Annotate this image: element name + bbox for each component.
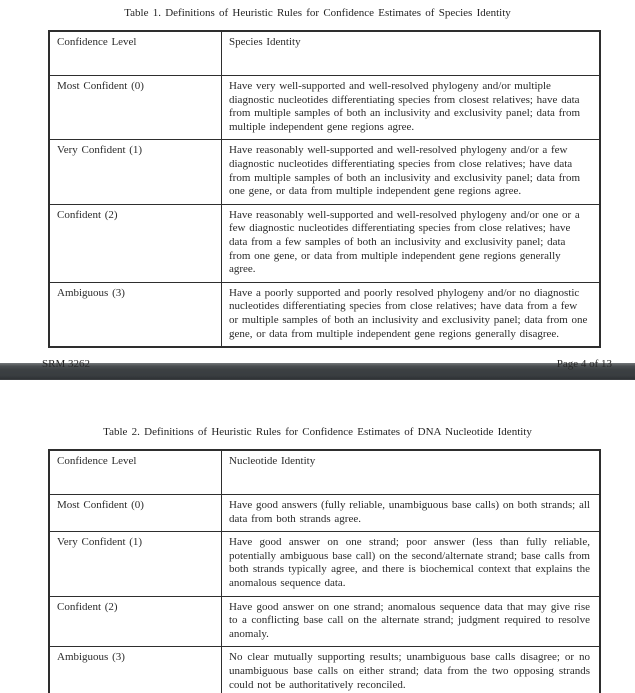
confidence-level-cell: Ambiguous (3) — [49, 282, 222, 347]
table-row — [49, 596, 600, 647]
table1-header-confidence-level: Confidence Level — [49, 31, 222, 76]
table-header-row — [49, 450, 600, 495]
description-cell: No clear mutually supporting results; unambiguous base calls disagree; or no unambiguous base calls on either strand; data from the two opposing strands could not be authoritatively reconciled. — [222, 647, 601, 693]
footer-document-id: SRM 3262 — [42, 358, 90, 371]
table-row — [49, 140, 600, 204]
description-cell: Have good answer on one strand; poor answer (less than fully reliable, potentially ambiguous base call) on the second/alternate strand; base calls from both strands typically agree, and there is biochemical context that explains the anomalous sequence data. — [222, 532, 601, 596]
table-header-row — [49, 31, 600, 76]
confidence-level-cell: Most Confident (0) — [49, 76, 222, 140]
table-row — [49, 532, 600, 596]
description-cell: Have very well-supported and well-resolved phylogeny and/or multiple diagnostic nucleotides differentiating species from closest relatives; have data from multiple samples of both an inclusivity and exclusivity panel; data from multiple independent gene regions agree. — [222, 76, 601, 140]
footer-page-number: Page 4 of 13 — [556, 358, 612, 371]
table-row — [49, 495, 600, 532]
table2-header-confidence-level: Confidence Level — [49, 450, 222, 495]
description-cell: Have reasonably well-supported and well-resolved phylogeny and/or a few diagnostic nucleotides differentiating species from close relatives; have data from multiple samples of both an inclusivity and exclusivity panel; data from one gene, or data from multiple independent gene regions agree. — [222, 140, 601, 204]
table1-species-identity — [48, 30, 601, 348]
pdf-page-5 — [0, 380, 635, 693]
page-separator-bar — [0, 363, 635, 380]
table1-caption: Table 1. Definitions of Heuristic Rules for Confidence Estimates of Species Identity — [124, 7, 511, 19]
confidence-level-cell: Very Confident (1) — [49, 140, 222, 204]
description-cell: Have good answers (fully reliable, unambiguous base calls) on both strands; all data from both strands agree. — [222, 495, 601, 532]
table2-header-nucleotide-identity: Nucleotide Identity — [222, 450, 601, 495]
table-row — [49, 76, 600, 140]
confidence-level-cell: Most Confident (0) — [49, 495, 222, 532]
confidence-level-cell: Ambiguous (3) — [49, 647, 222, 693]
confidence-level-cell: Very Confident (1) — [49, 532, 222, 596]
table1-header-species-identity: Species Identity — [222, 31, 601, 76]
description-cell: Have reasonably well-supported and well-resolved phylogeny and/or one or a few diagnostic nucleotides differentiating species from close relatives; have data from a few samples of both an inclusivity and exclusivity panel; data from one gene, or data from multiple independent gene regions generally agree. — [222, 204, 601, 282]
table-row — [49, 282, 600, 347]
table2-caption: Table 2. Definitions of Heuristic Rules for Confidence Estimates of DNA Nucleotide Identity — [103, 426, 532, 438]
description-cell: Have good answer on one strand; anomalous sequence data that may give rise to a conflicting base call on the alternate strand; judgment required to resolve anomaly. — [222, 596, 601, 647]
description-cell: Have a poorly supported and poorly resolved phylogeny and/or no diagnostic nucleotides differentiating species from close relatives; have data from a few or multiple samples of both an inclusivity and exclusivity panel; data from one gene, or data from multiple independent gene regions generally disagree. — [222, 282, 601, 347]
confidence-level-cell: Confident (2) — [49, 596, 222, 647]
confidence-level-cell: Confident (2) — [49, 204, 222, 282]
table-row — [49, 647, 600, 693]
table-row — [49, 204, 600, 282]
table2-nucleotide-identity — [48, 449, 601, 693]
